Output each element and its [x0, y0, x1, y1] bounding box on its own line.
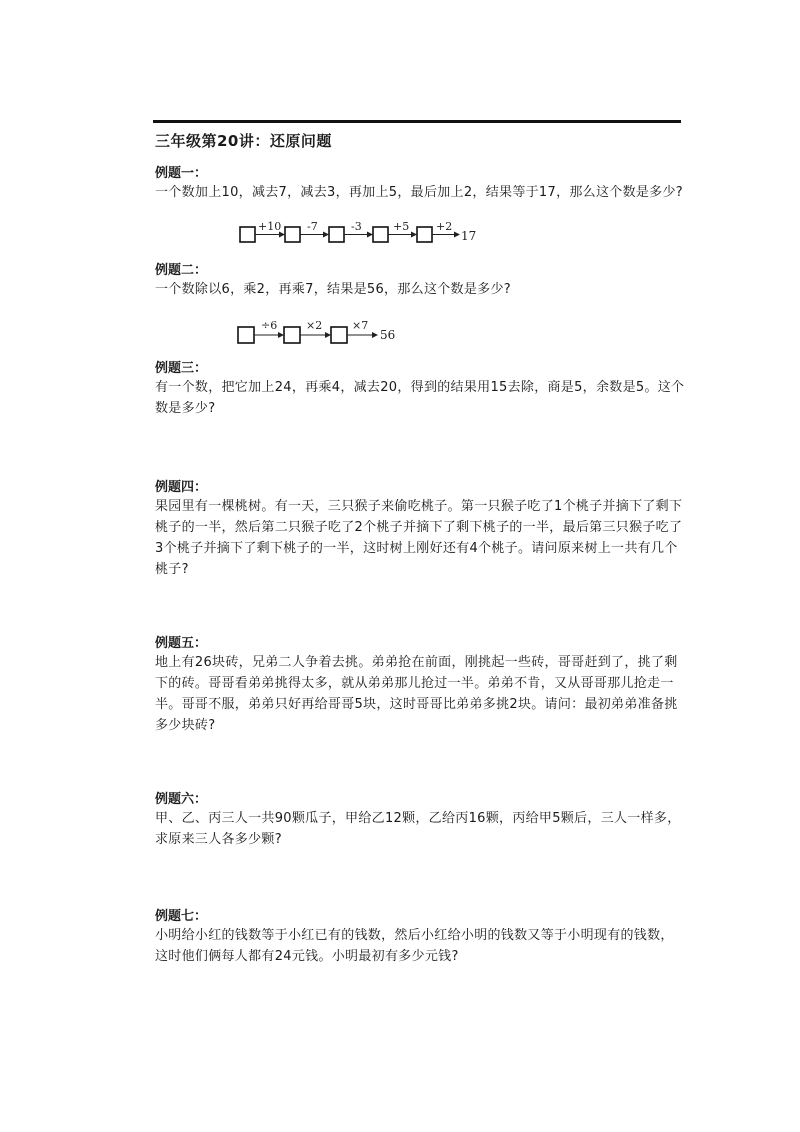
flow-op: -7: [307, 220, 318, 233]
example-text: 一个数加上10，减去7，减去3，再加上5，最后加上2，结果等于17，那么这个数是多少?: [155, 185, 683, 200]
example-7: [155, 905, 685, 967]
example-label: 例题三：: [155, 361, 208, 376]
flow-diagram-2: [236, 317, 406, 351]
example-text: 一个数除以6，乘2，再乘7，结果是56，那么这个数是多少?: [155, 282, 511, 297]
flow-result: 17: [461, 229, 477, 243]
flow-op: ×2: [306, 319, 323, 332]
flow-op: +10: [258, 220, 282, 233]
example-text: 甲、乙、丙三人一共90颗瓜子，甲给乙12颗，乙给丙16颗，丙给甲5颗后，三人一样多，求原来三人各多少颗?: [155, 811, 681, 847]
example-label: 例题一：: [155, 166, 208, 181]
example-label: 例题四：: [155, 480, 208, 495]
flow-op: ×7: [352, 319, 369, 332]
example-3: [155, 357, 685, 419]
flow-box: [329, 227, 344, 242]
flow-box: [238, 327, 254, 343]
example-text: 果园里有一棵桃树。有一天，三只猴子来偷吃桃子。第一只猴子吃了1个桃子并摘下了剩下桃子的一半，然后第二只猴子吃了2个桃子并摘下了剩下桃子的一半，最后第三只猴子吃了3个桃子并摘下了剩下桃子的一半，这时树上刚好还有4个桃子。请问原来树上一共有几个桃子?: [155, 499, 683, 577]
flow-box: [284, 327, 300, 343]
flow-op: +2: [436, 220, 453, 233]
example-text: 有一个数，把它加上24，再乘4，减去20，得到的结果用15去除，商是5，余数是5。这个数是多少?: [155, 380, 685, 416]
example-5: [155, 632, 685, 736]
flow-box: [285, 227, 300, 242]
flow-box: [417, 227, 432, 242]
example-text: 小明给小红的钱数等于小红已有的钱数，然后小红给小明的钱数又等于小明现有的钱数，这时他们俩每人都有24元钱。小明最初有多少元钱?: [155, 928, 674, 964]
page-title: 三年级第20讲：还原问题: [155, 132, 332, 150]
flow-box: [373, 227, 388, 242]
example-2: [155, 259, 685, 300]
example-4: [155, 476, 685, 580]
example-1: [155, 162, 685, 203]
header-rule: [153, 120, 681, 123]
flow-result: 56: [380, 328, 396, 342]
example-label: 例题六：: [155, 792, 208, 807]
example-text: 地上有26块砖，兄弟二人争着去挑。弟弟抢在前面，刚挑起一些砖，哥哥赶到了，挑了剩下的砖。哥哥看弟弟挑得太多，就从弟弟那儿抢过一半。弟弟不肯，又从哥哥那儿抢走一半。哥哥不服，弟弟只好再给哥哥5块，这时哥哥比弟弟多挑2块。请问：最初弟弟准备挑多少块砖?: [155, 655, 678, 733]
example-label: 例题七：: [155, 909, 208, 924]
flow-diagram-1: [238, 218, 488, 252]
flow-op: ÷6: [261, 319, 278, 332]
flow-op: +5: [393, 220, 410, 233]
example-6: [155, 788, 685, 850]
flow-op: -3: [351, 220, 362, 233]
example-label: 例题二：: [155, 263, 208, 278]
example-label: 例题五：: [155, 636, 208, 651]
flow-box: [240, 227, 255, 242]
flow-box: [331, 327, 347, 343]
